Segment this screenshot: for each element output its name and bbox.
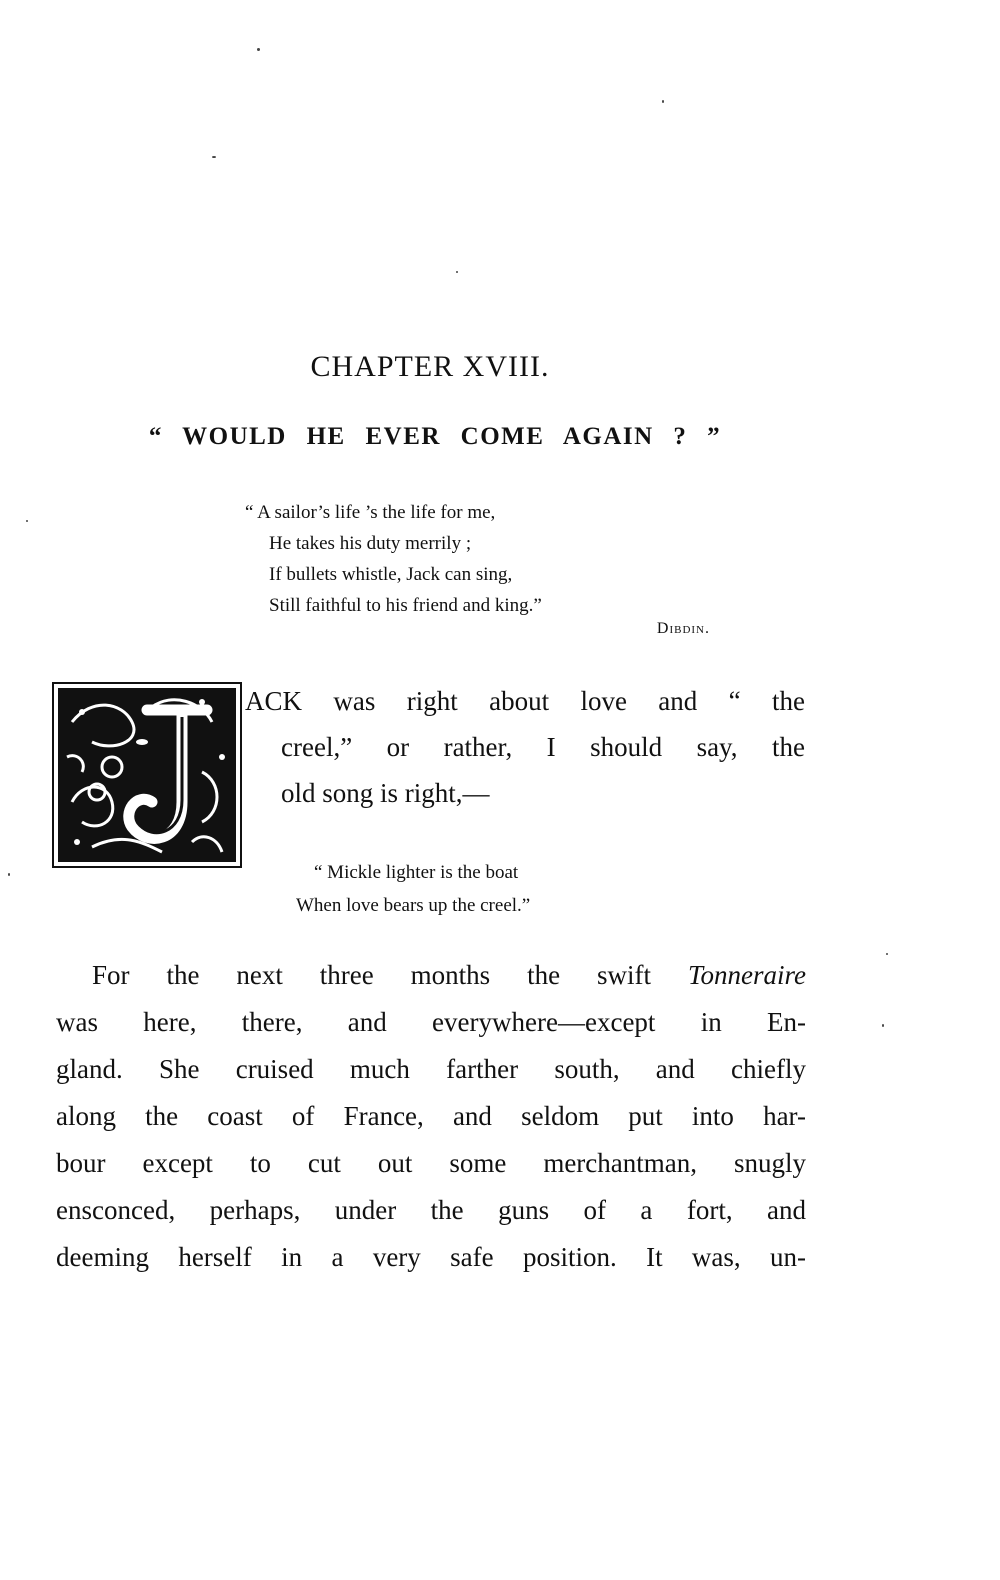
opening-paragraph [245,678,805,816]
epigraph [245,497,715,621]
scan-speck [8,873,10,876]
opening-line: creel,” or rather, I should say, the [281,732,805,762]
body-line [56,952,806,999]
scan-speck [886,953,888,955]
body-line: along the coast of France, and seldom put into har- [56,1101,806,1131]
ship-name: Tonneraire [687,960,806,990]
body-paragraph [56,952,806,1281]
chapter-title: “ WOULD HE EVER COME AGAIN ? ” [148,423,722,450]
chapter-heading: CHAPTER XVIII. [310,350,550,383]
body-line: ensconced, perhaps, under the guns of a fort, and [56,1195,806,1225]
scan-speck [662,100,664,103]
body-line: gland. She cruised much farther south, and chiefly [56,1054,806,1084]
opening-line: old song is right,— [281,778,490,808]
epigraph-attribution: Dibdin. [656,620,710,637]
scan-speck [456,271,458,273]
body-line-text: For the next three months the swift [92,960,688,990]
verse-line: When love bears up the creel.” [296,895,531,916]
epigraph-line: He takes his duty merrily ; [269,533,472,554]
scan-speck [212,156,216,158]
epigraph-line: “ A sailor’s life ’s the life for me, [245,502,496,523]
drop-cap-letter: J [147,794,151,805]
scan-speck [26,520,28,522]
body-line: bour except to cut out some merchantman, snugly [56,1148,806,1178]
body-line: deeming herself in a very safe position. It was, un- [56,1242,806,1272]
scan-speck [882,1024,884,1027]
scan-speck [257,48,260,51]
opening-line: ACK was right about love and “ the [245,686,805,716]
inner-verse [296,856,656,922]
body-line: was here, there, and everywhere—except in En- [56,1007,806,1037]
ornamental-initial-icon [52,682,242,868]
epigraph-line: Still faithful to his friend and king.” [269,595,542,616]
verse-line: “ Mickle lighter is the boat [314,862,519,883]
epigraph-line: If bullets whistle, Jack can sing, [269,564,513,585]
